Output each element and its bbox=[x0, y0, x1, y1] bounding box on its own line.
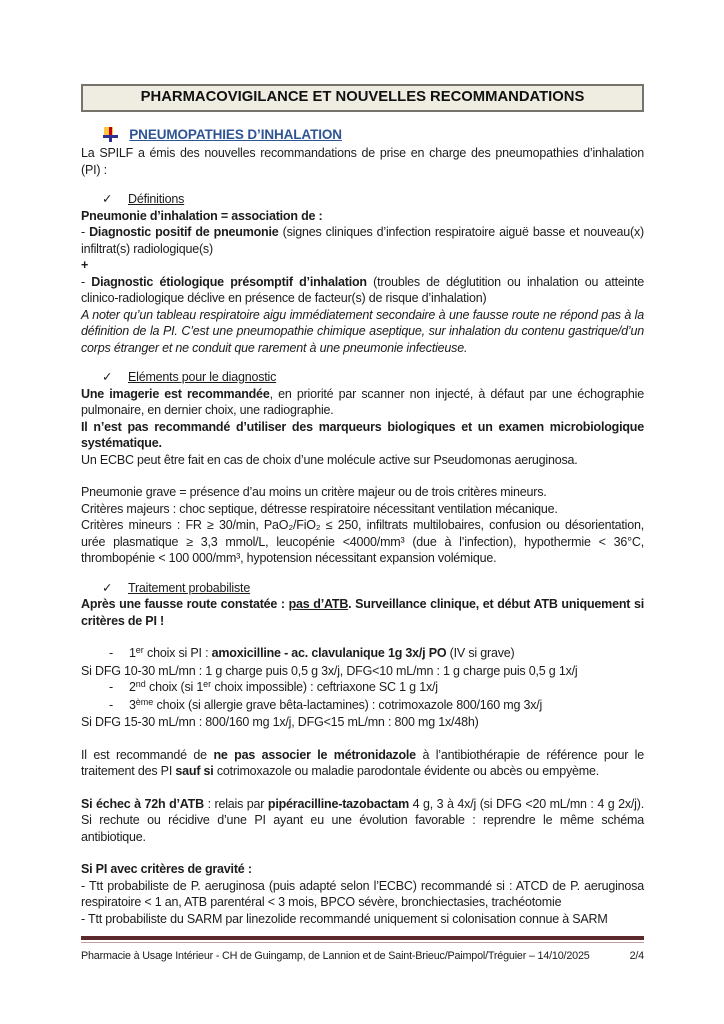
subsection-label: Définitions bbox=[128, 192, 185, 206]
subsection-heading-traitement bbox=[102, 580, 644, 597]
paragraph-gravite-heading: Si PI avec critères de gravité : bbox=[81, 862, 252, 876]
checkmark-icon: ✓ bbox=[102, 192, 113, 206]
page-footer bbox=[81, 936, 644, 965]
page-title-banner bbox=[81, 84, 644, 112]
definition-note-italic: A noter qu’un tableau respiratoire aigu immédiatement secondaire à une fausse route ne répond pas à la définition de la PI. C’est une pneumopathie chimique aseptique, sur inhalation du contenu gastrique/d’un corps étranger et ne conduit que rarement à une pneumonie infectieuse. bbox=[81, 307, 644, 355]
list-dash: - bbox=[109, 680, 113, 694]
paragraph-ecbc: Un ECBC peut être fait en cas de choix d’une molécule active sur Pseudomonas aeruginosa. bbox=[81, 452, 578, 467]
icon-blue-vertical-part bbox=[109, 135, 112, 142]
page-content bbox=[81, 84, 644, 927]
subsection-heading-definitions bbox=[102, 191, 644, 208]
footer-row bbox=[81, 948, 644, 965]
subsection-label: Traitement probabiliste bbox=[128, 580, 251, 595]
paragraph-pneumonie-grave: Pneumonie grave = présence d’au moins un critère majeur ou de trois critères mineurs. bbox=[81, 485, 547, 499]
list-item-choix2: - 2nd choix (si 1er choix impossible) : ceftriaxone SC 1 g 1x/j bbox=[109, 679, 438, 694]
list-dash: - bbox=[109, 697, 113, 712]
list-item-choix1: - 1er choix si PI : amoxicilline - ac. clavulanique 1g 3x/j PO (IV si grave) bbox=[109, 645, 515, 660]
subsection-heading-diagnostic bbox=[102, 369, 644, 386]
page-title: PHARMACOVIGILANCE ET NOUVELLES RECOMMANDATIONS bbox=[140, 89, 585, 105]
definition-diagnostic-etiologique: - Diagnostic étiologique présomptif d’inhalation (troubles de déglutition ou inhalation ou atteinte clinico-radiologique déclive en présence de facteur(s) de risque d’inhalation) bbox=[81, 274, 644, 305]
section-title: PNEUMOPATHIES D’INHALATION bbox=[129, 126, 342, 142]
paragraph-criteres-mineurs: Critères mineurs : FR ≥ 30/min, PaO₂/FiO₂ ≤ 250, infiltrats multilobaires, confusion ou désorientation, urée plasmatique ≥ 3,3 mmol/L, leucopénie <4000/mm³ (due à l’infection), hypothermie < 36°C, thrombopénie < 100 000/mm³, hypotension nécessitant expansion volémique. bbox=[81, 518, 644, 565]
paragraph-marqueurs: Il n’est pas recommandé d’utiliser des marqueurs biologiques et un examen microbiologique systématique. bbox=[81, 419, 644, 450]
subsection-label: Eléments pour le diagnostic bbox=[128, 370, 277, 384]
plus-line: + bbox=[81, 258, 89, 272]
paragraph-criteres-majeurs: Critères majeurs : choc septique, détresse respiratoire nécessitant ventilation mécanique. bbox=[81, 501, 558, 516]
line-dfg1: Si DFG 10-30 mL/mn : 1 g charge puis 0,5 g 3x/j, DFG<10 mL/mn : 1 g charge puis 0,5 g 1x/j bbox=[81, 663, 578, 678]
footer-rule-thick bbox=[81, 936, 644, 940]
page-number: 2/4 bbox=[629, 950, 644, 962]
section-heading bbox=[103, 127, 644, 144]
footer-rule bbox=[81, 936, 644, 943]
footer-rule-thin bbox=[81, 942, 644, 943]
line-dfg2: Si DFG 15-30 mL/mn : 800/160 mg 1x/j, DFG<15 mL/mn : 800 mg 1x/48h) bbox=[81, 715, 479, 729]
checkmark-icon: ✓ bbox=[102, 370, 113, 384]
paragraph-fausse-route: Après une fausse route constatée : pas d’ATB. Surveillance clinique, et début ATB uniquement si critères de PI ! bbox=[81, 597, 644, 628]
paragraph-gravite-item2: - Ttt probabiliste du SARM par linezolide recommandé uniquement si colonisation connue à SARM bbox=[81, 911, 608, 926]
checkmark-icon: ✓ bbox=[102, 580, 113, 595]
pinwheel-bullet-icon bbox=[103, 127, 118, 142]
paragraph-imagerie: Une imagerie est recommandée, en priorité par scanner non injecté, à défaut par une échographie pulmonaire, en dernier choix, une radiographie. bbox=[81, 386, 644, 417]
intro-paragraph: La SPILF a émis des nouvelles recommandations de prise en charge des pneumopathies d’inhalation (PI) : bbox=[81, 146, 644, 177]
list-dash: - bbox=[109, 646, 113, 660]
definition-diagnostic-positif: - Diagnostic positif de pneumonie (signes cliniques d’infection respiratoire aiguë basse et nouveau(x) infiltrat(s) radiologique(s) bbox=[81, 225, 644, 256]
paragraph-echec-72h: Si échec à 72h d’ATB : relais par pipéracilline-tazobactam 4 g, 3 à 4x/j (si DFG <20 mL/mn : 4 g 2x/j). Si rechute ou récidive d’une PI ayant eu une évolution favorable : reprendre le même schéma antibiotique. bbox=[81, 796, 644, 844]
paragraph-gravite-item1: - Ttt probabiliste de P. aeruginosa (puis adapté selon l’ECBC) recommandé si : ATCD de P. aeruginosa respiratoire < 1 an, ATB parentéral < 3 mois, BPCO sévère, bronchiectasies, trachéotomie bbox=[81, 878, 644, 909]
footer-text: Pharmacie à Usage Intérieur - CH de Guingamp, de Lannion et de Saint-Brieuc/Paimpol/Tréguier – 14/10/2025 bbox=[81, 950, 590, 962]
definition-association-line: Pneumonie d’inhalation = association de : bbox=[81, 208, 323, 223]
paragraph-metronidazole: Il est recommandé de ne pas associer le métronidazole à l’antibiothérapie de référence pour le traitement des PI sauf si cotrimoxazole ou maladie parodontale évidente ou abcès ou empyème. bbox=[81, 747, 644, 778]
list-item-choix3: - 3ème choix (si allergie grave bêta-lactamines) : cotrimoxazole 800/160 mg 3x/j bbox=[109, 696, 543, 712]
